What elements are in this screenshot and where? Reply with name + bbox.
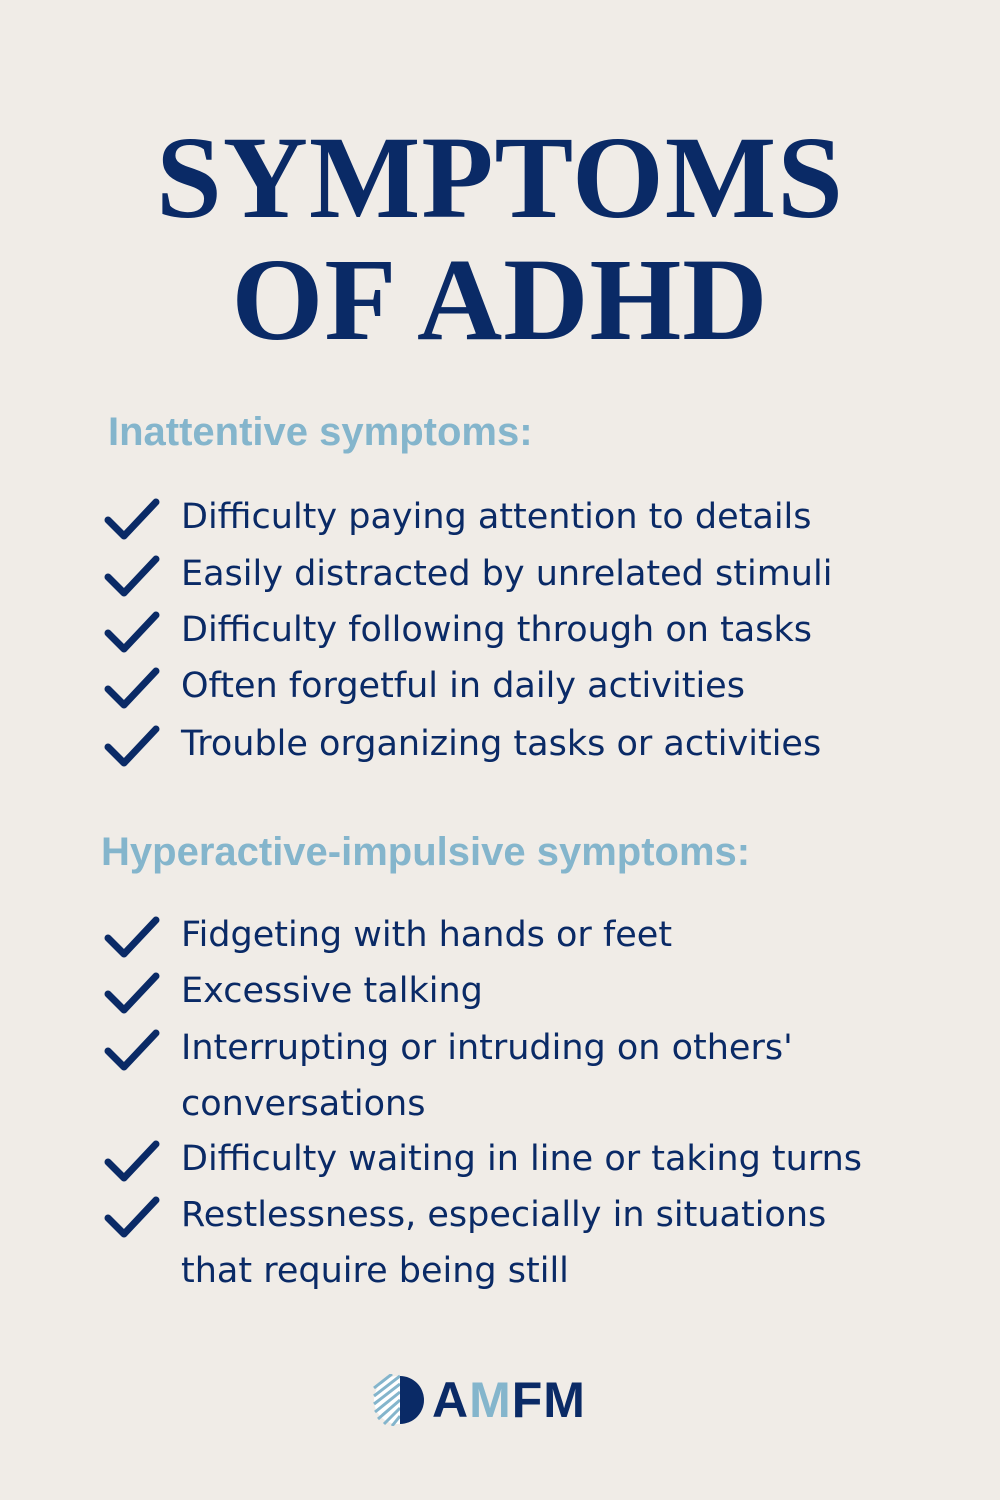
section-heading-inattentive: Inattentive symptoms:	[108, 410, 533, 454]
page-title-line-2: OF ADHD	[231, 234, 769, 365]
logo-wordmark: AMFM	[432, 1372, 586, 1428]
list-item-text: Difficulty waiting in line or taking turns	[181, 1139, 863, 1179]
checkmark-icon	[104, 1029, 162, 1075]
list-item-text: Restlessness, especially in situations that require being still	[181, 1195, 827, 1291]
list-item-text: Difficulty paying attention to details	[181, 497, 812, 537]
checkmark-icon	[104, 972, 162, 1018]
list-item-text: Often forgetful in daily activities	[181, 666, 745, 706]
checkmark-icon	[104, 611, 162, 657]
checkmark-icon	[104, 498, 162, 544]
list-item-text: Easily distracted by unrelated stimuli	[181, 554, 833, 594]
checkmark-icon	[104, 555, 162, 601]
amfm-logo	[372, 1374, 612, 1426]
checkmark-icon	[104, 916, 162, 962]
list-item-text: Interrupting or intruding on others' conversations	[181, 1028, 793, 1124]
checkmark-icon	[104, 667, 162, 713]
checkmark-icon	[104, 1140, 162, 1186]
list-item-text: Difficulty following through on tasks	[181, 610, 812, 650]
page-title-line-1: SYMPTOMS	[156, 112, 844, 243]
checkmark-icon	[104, 725, 162, 771]
list-item-text: Trouble organizing tasks or activities	[181, 724, 822, 764]
checkmark-icon	[104, 1196, 162, 1242]
list-item-text: Fidgeting with hands or feet	[181, 915, 673, 955]
half-circle-logo-icon	[372, 1374, 424, 1426]
section-heading-hyperactive: Hyperactive-impulsive symptoms:	[101, 830, 751, 874]
list-item-text: Excessive talking	[181, 971, 483, 1011]
